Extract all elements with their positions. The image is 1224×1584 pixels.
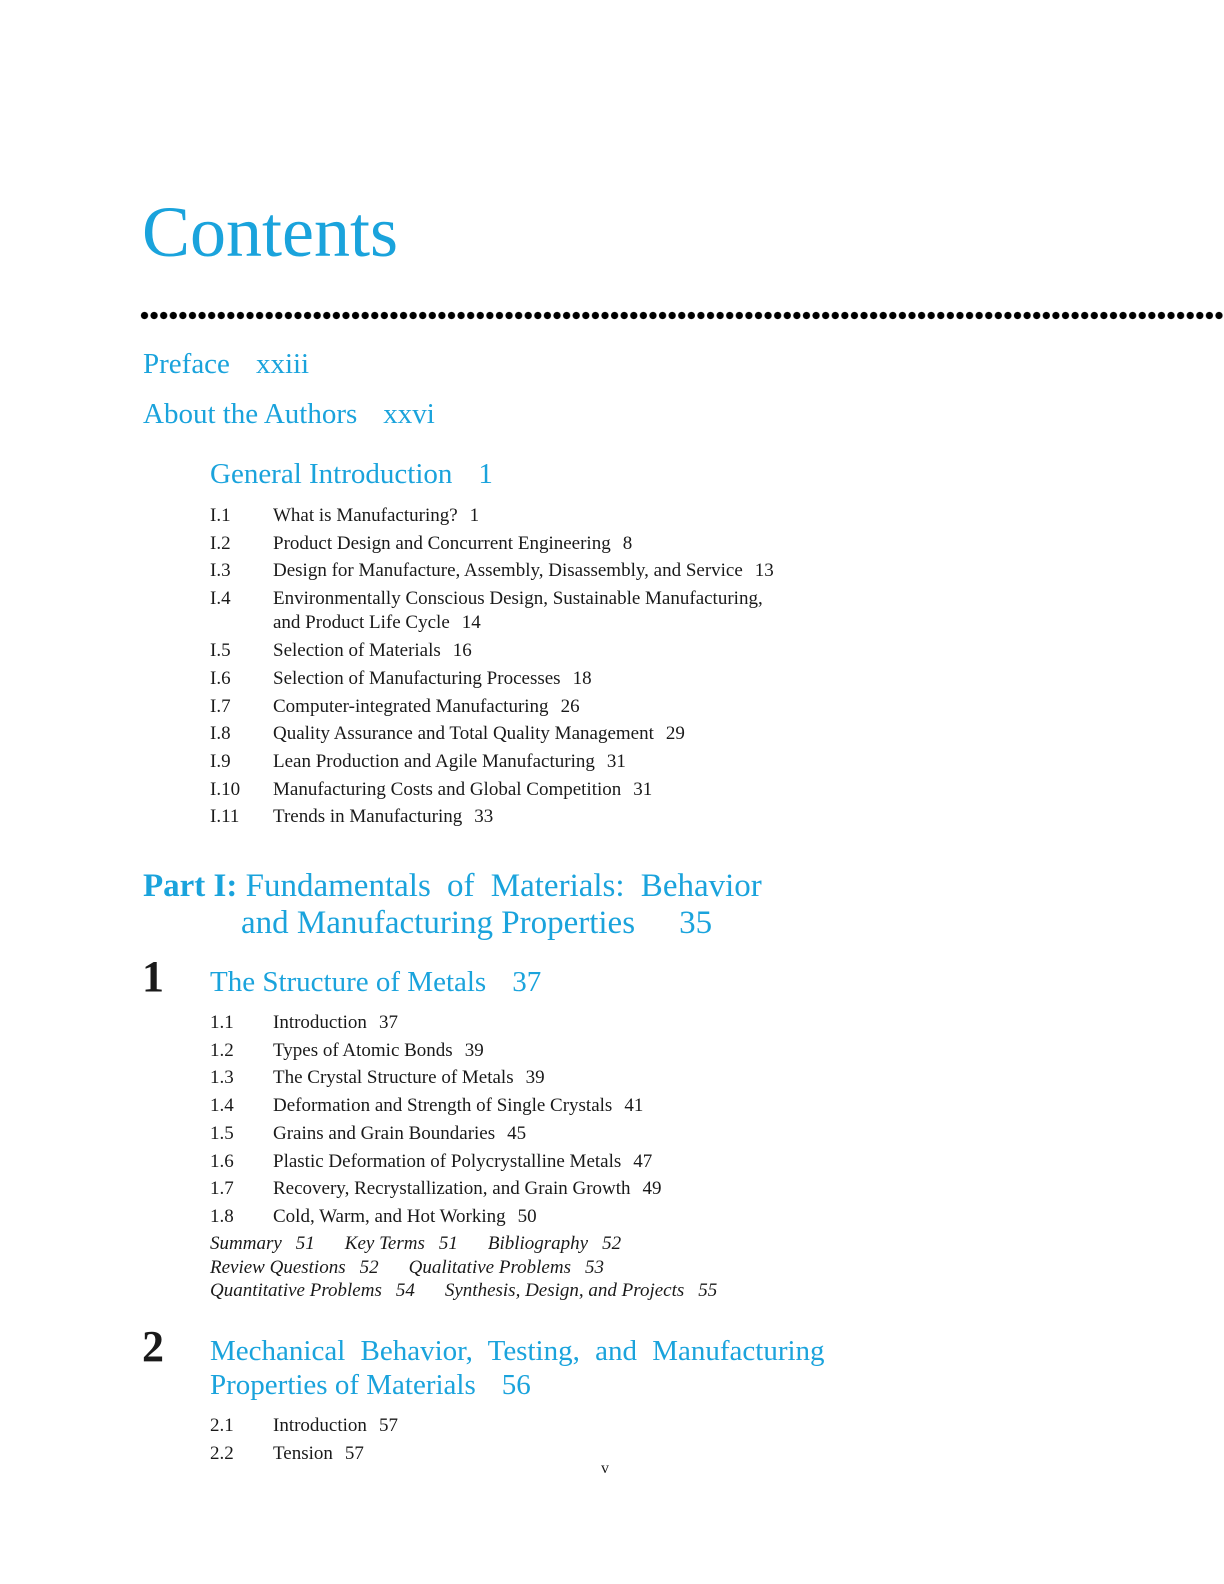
end-matter-item[interactable] xyxy=(445,1280,717,1301)
entry-page: 31 xyxy=(606,750,626,772)
entry-number: I.7 xyxy=(210,695,231,717)
part-heading[interactable] xyxy=(143,868,762,942)
toc-preface[interactable] xyxy=(143,350,309,379)
entry-page: 31 xyxy=(633,778,653,800)
entry-title: Grains and Grain Boundaries xyxy=(273,1122,496,1144)
toc-entry[interactable] xyxy=(210,1175,662,1203)
toc-about-authors[interactable] xyxy=(143,400,435,429)
entry-page: 39 xyxy=(525,1067,545,1089)
entry-title: Manufacturing Costs and Global Competition xyxy=(273,778,622,800)
entry-number: 1.7 xyxy=(210,1178,234,1200)
end-matter-label: Synthesis, Design, and Projects xyxy=(444,1280,685,1301)
toc-entry[interactable] xyxy=(210,1092,662,1120)
entry-title: Environmentally Conscious Design, Sustainable Manufacturing, xyxy=(273,588,763,610)
entry-title: Types of Atomic Bonds xyxy=(273,1039,453,1061)
part-page: 35 xyxy=(679,905,713,941)
entry-title: Introduction xyxy=(273,1415,367,1436)
entry-page: 57 xyxy=(344,1442,364,1464)
toc-entry[interactable] xyxy=(210,1064,662,1092)
entry-title: The Crystal Structure of Metals xyxy=(273,1067,514,1089)
chapter-title-line2: Properties of Materials xyxy=(210,1369,476,1401)
entry-number: 2.1 xyxy=(210,1415,234,1436)
chapter1-end-matter xyxy=(210,1232,747,1303)
entry-page: 26 xyxy=(560,695,580,717)
entry-page: 33 xyxy=(474,806,494,828)
entry-title: Selection of Manufacturing Processes xyxy=(273,667,561,689)
entry-title: Lean Production and Agile Manufacturing xyxy=(273,750,595,772)
end-matter-label: Bibliography xyxy=(487,1233,589,1254)
entry-title: What is Manufacturing? xyxy=(273,505,458,526)
chapter-title-line1: Mechanical Behavior, Testing, and Manufacturing xyxy=(210,1335,825,1367)
general-intro-heading[interactable] xyxy=(210,457,493,491)
toc-entry[interactable] xyxy=(210,530,774,558)
entry-number: I.8 xyxy=(210,723,231,745)
entry-title: Plastic Deformation of Polycrystalline Metals xyxy=(273,1150,622,1172)
entry-number: I.5 xyxy=(210,640,231,662)
entry-page: 39 xyxy=(464,1039,484,1061)
end-matter-page: 51 xyxy=(438,1233,458,1254)
toc-entry[interactable] xyxy=(210,720,774,748)
entry-number: I.2 xyxy=(210,532,231,554)
entry-page: 1 xyxy=(469,505,480,526)
end-matter-label: Summary xyxy=(210,1233,282,1254)
toc-entry[interactable] xyxy=(210,665,774,693)
entry-number: 1.6 xyxy=(210,1150,234,1172)
entry-title: Cold, Warm, and Hot Working xyxy=(273,1205,506,1227)
entry-title: Quality Assurance and Total Quality Management xyxy=(273,723,654,745)
page-title: Contents xyxy=(142,192,399,272)
end-matter-item[interactable] xyxy=(488,1233,621,1254)
toc-entry[interactable] xyxy=(210,1203,662,1231)
part-title-line2: and Manufacturing Properties xyxy=(241,905,636,941)
entry-page: 45 xyxy=(507,1122,527,1144)
end-matter-page: 52 xyxy=(359,1256,379,1278)
end-matter-item[interactable] xyxy=(345,1233,458,1254)
toc-preface-label: Preface xyxy=(143,348,230,380)
entry-page: 29 xyxy=(665,723,685,745)
toc-entry[interactable] xyxy=(210,1120,662,1148)
entry-title: Tension xyxy=(273,1442,333,1464)
entry-title: Introduction xyxy=(273,1012,367,1033)
entry-page: 14 xyxy=(461,612,481,634)
toc-about-authors-page: xxvi xyxy=(383,398,435,430)
toc-entry[interactable] xyxy=(210,585,774,637)
entry-page: 37 xyxy=(378,1012,398,1033)
toc-entry[interactable] xyxy=(210,637,774,665)
chapter-number: 1 xyxy=(142,952,164,1001)
entry-number: I.4 xyxy=(210,588,231,610)
entry-title: Computer-integrated Manufacturing xyxy=(273,695,549,717)
entry-page: 16 xyxy=(452,640,472,662)
end-matter-label: Review Questions xyxy=(210,1256,346,1278)
end-matter-page: 52 xyxy=(602,1233,622,1254)
dotted-rule xyxy=(140,311,1224,325)
toc-about-authors-label: About the Authors xyxy=(143,398,358,430)
toc-entry[interactable] xyxy=(210,502,774,530)
toc-entry[interactable] xyxy=(210,557,774,585)
end-matter-label: Qualitative Problems xyxy=(408,1256,571,1278)
entry-number: 1.5 xyxy=(210,1122,234,1144)
end-matter-page: 54 xyxy=(395,1280,415,1301)
entry-title-continued: and Product Life Cycle xyxy=(273,612,450,634)
entry-number: I.11 xyxy=(210,806,240,828)
toc-entry[interactable] xyxy=(210,1037,662,1065)
entry-page: 13 xyxy=(754,560,774,582)
entry-number: 1.3 xyxy=(210,1067,234,1089)
entry-number: 1.4 xyxy=(210,1095,234,1117)
entry-number: 1.1 xyxy=(210,1012,234,1033)
chapter-page: 56 xyxy=(501,1369,531,1401)
entry-page: 18 xyxy=(572,667,592,689)
part-label: Part I: xyxy=(143,868,238,904)
chapter-number: 2 xyxy=(142,1322,164,1371)
entry-number: I.9 xyxy=(210,750,231,772)
end-matter-item[interactable] xyxy=(210,1280,415,1301)
chapter-title: The Structure of Metals xyxy=(210,966,487,998)
general-intro-entries xyxy=(210,502,774,831)
page-number: v xyxy=(601,1460,609,1477)
entry-page: 8 xyxy=(622,532,633,554)
toc-entry[interactable] xyxy=(210,693,774,721)
entry-number: I.1 xyxy=(210,505,231,526)
chapter-heading[interactable] xyxy=(210,1334,825,1402)
chapter-page: 37 xyxy=(512,966,542,998)
chapter1-entries xyxy=(210,1009,662,1231)
toc-entry[interactable] xyxy=(210,1412,398,1440)
end-matter-page: 55 xyxy=(698,1280,718,1301)
toc-entry[interactable] xyxy=(210,1148,662,1176)
end-matter-page: 53 xyxy=(584,1256,604,1278)
entry-title: Recovery, Recrystallization, and Grain Growth xyxy=(273,1178,631,1200)
end-matter-item[interactable] xyxy=(210,1233,315,1254)
toc-entry[interactable] xyxy=(210,1009,662,1037)
entry-page: 47 xyxy=(633,1150,653,1172)
toc-entry[interactable] xyxy=(210,803,774,831)
entry-title: Deformation and Strength of Single Crystals xyxy=(273,1095,613,1117)
entry-page: 41 xyxy=(624,1095,644,1117)
entry-number: 1.2 xyxy=(210,1039,234,1061)
entry-number: I.6 xyxy=(210,667,231,689)
entry-title: Product Design and Concurrent Engineering xyxy=(273,532,611,554)
toc-entry[interactable] xyxy=(210,776,774,804)
end-matter-label: Key Terms xyxy=(344,1233,425,1254)
general-intro-title: General Introduction xyxy=(210,458,453,490)
entry-number: 1.8 xyxy=(210,1205,234,1227)
entry-page: 57 xyxy=(378,1415,398,1436)
entry-page: 50 xyxy=(517,1205,537,1227)
entry-page: 49 xyxy=(642,1178,662,1200)
end-matter-item[interactable] xyxy=(210,1257,379,1278)
entry-title: Selection of Materials xyxy=(273,640,441,662)
entry-title: Design for Manufacture, Assembly, Disassembly, and Service xyxy=(273,560,743,582)
entry-number: I.10 xyxy=(210,778,241,800)
end-matter-page: 51 xyxy=(295,1233,315,1254)
entry-title: Trends in Manufacturing xyxy=(273,806,463,828)
toc-preface-page: xxiii xyxy=(255,348,310,380)
entry-number: 2.2 xyxy=(210,1442,234,1464)
end-matter-item[interactable] xyxy=(409,1257,604,1278)
end-matter-label: Quantitative Problems xyxy=(210,1280,382,1301)
chapter-heading[interactable] xyxy=(210,965,541,999)
part-title-line1: Fundamentals of Materials: Behavior xyxy=(245,868,762,904)
toc-entry[interactable] xyxy=(210,748,774,776)
general-intro-page: 1 xyxy=(478,458,493,490)
entry-number: I.3 xyxy=(210,560,231,582)
